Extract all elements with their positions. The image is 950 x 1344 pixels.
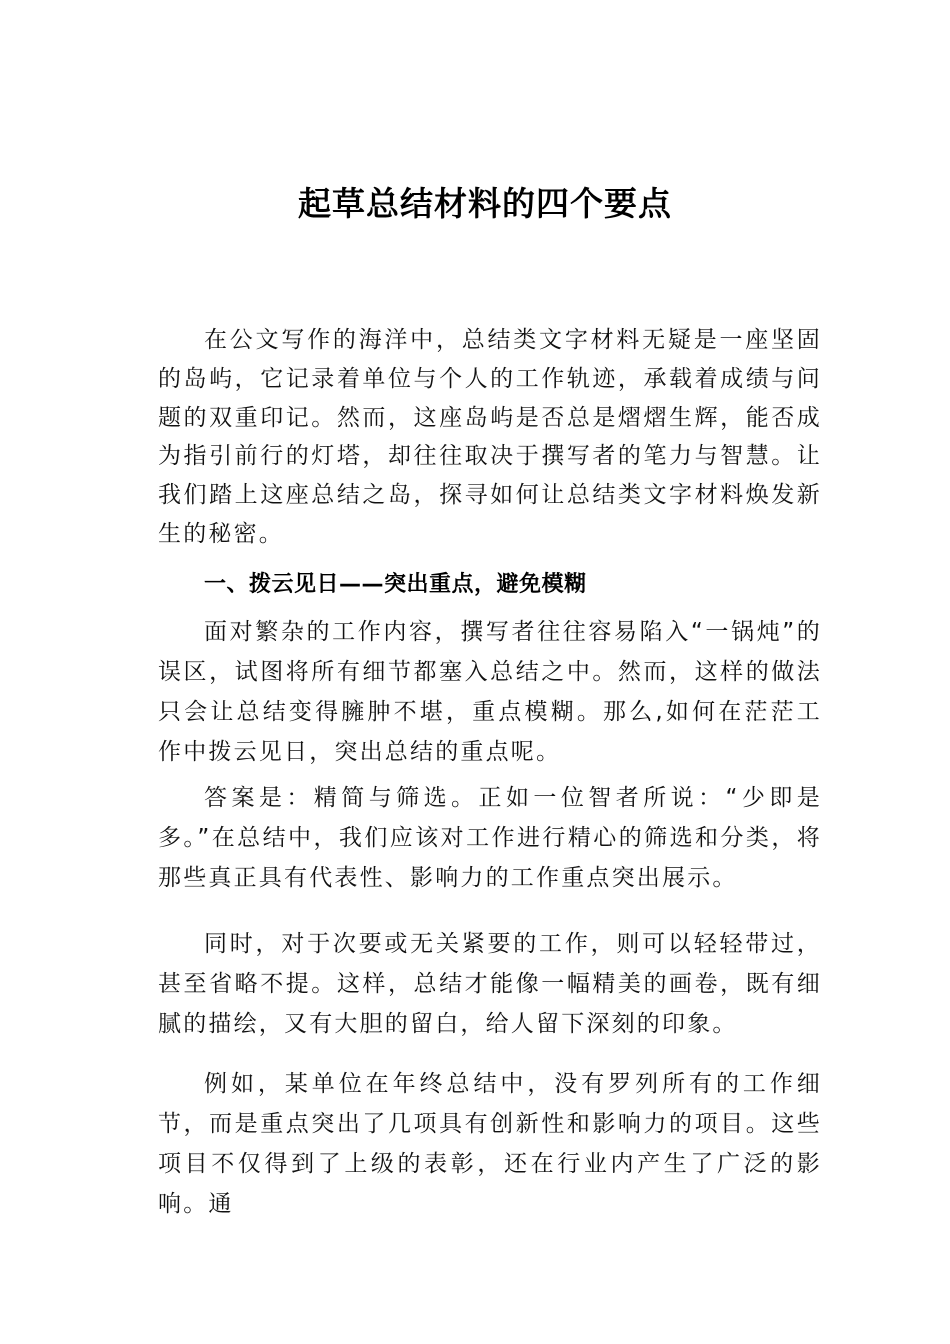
paragraph-intro: 在公文写作的海洋中，总结类文字材料无疑是一座坚固的岛屿，它记录着单位与个人的工作轨迹，承载着成绩与问题的双重印记。然而，这座岛屿是否总是熠熠生辉，能否成为指引前行的灯塔，却往往取决于撰写者的笔力与智慧。让我们踏上这座总结之岛，探寻如何让总结类文字材料焕发新生的秘密。 (158, 327, 822, 547)
paragraph-5: 例如，某单位在年终总结中，没有罗列所有的工作细节，而是重点突出了几项具有创新性和影响力的项目。这些项目不仅得到了上级的表彰，还在行业内产生了广泛的影响。通 (158, 1071, 822, 1217)
paragraph-2: 面对繁杂的工作内容，撰写者往往容易陷入“一锅炖”的误区，试图将所有细节都塞入总结之中。然而，这样的做法只会让总结变得臃肿不堪，重点模糊。那么,如何在茫茫工作中拨云见日，突出总结的重点呢。 (158, 619, 822, 765)
section-heading-1: 一、拨云见日——突出重点，避免模糊 (204, 572, 587, 597)
paragraph-3: 答案是：精简与筛选。正如一位智者所说：“少即是多。”在总结中，我们应该对工作进行精心的筛选和分类，将那些真正具有代表性、影响力的工作重点突出展示。 (158, 785, 822, 891)
document-title: 起草总结材料的四个要点 (298, 184, 672, 223)
paragraph-4: 同时，对于次要或无关紧要的工作，则可以轻轻带过，甚至省略不提。这样，总结才能像一幅精美的画卷，既有细腻的描绘，又有大胆的留白，给人留下深刻的印象。 (158, 931, 822, 1037)
